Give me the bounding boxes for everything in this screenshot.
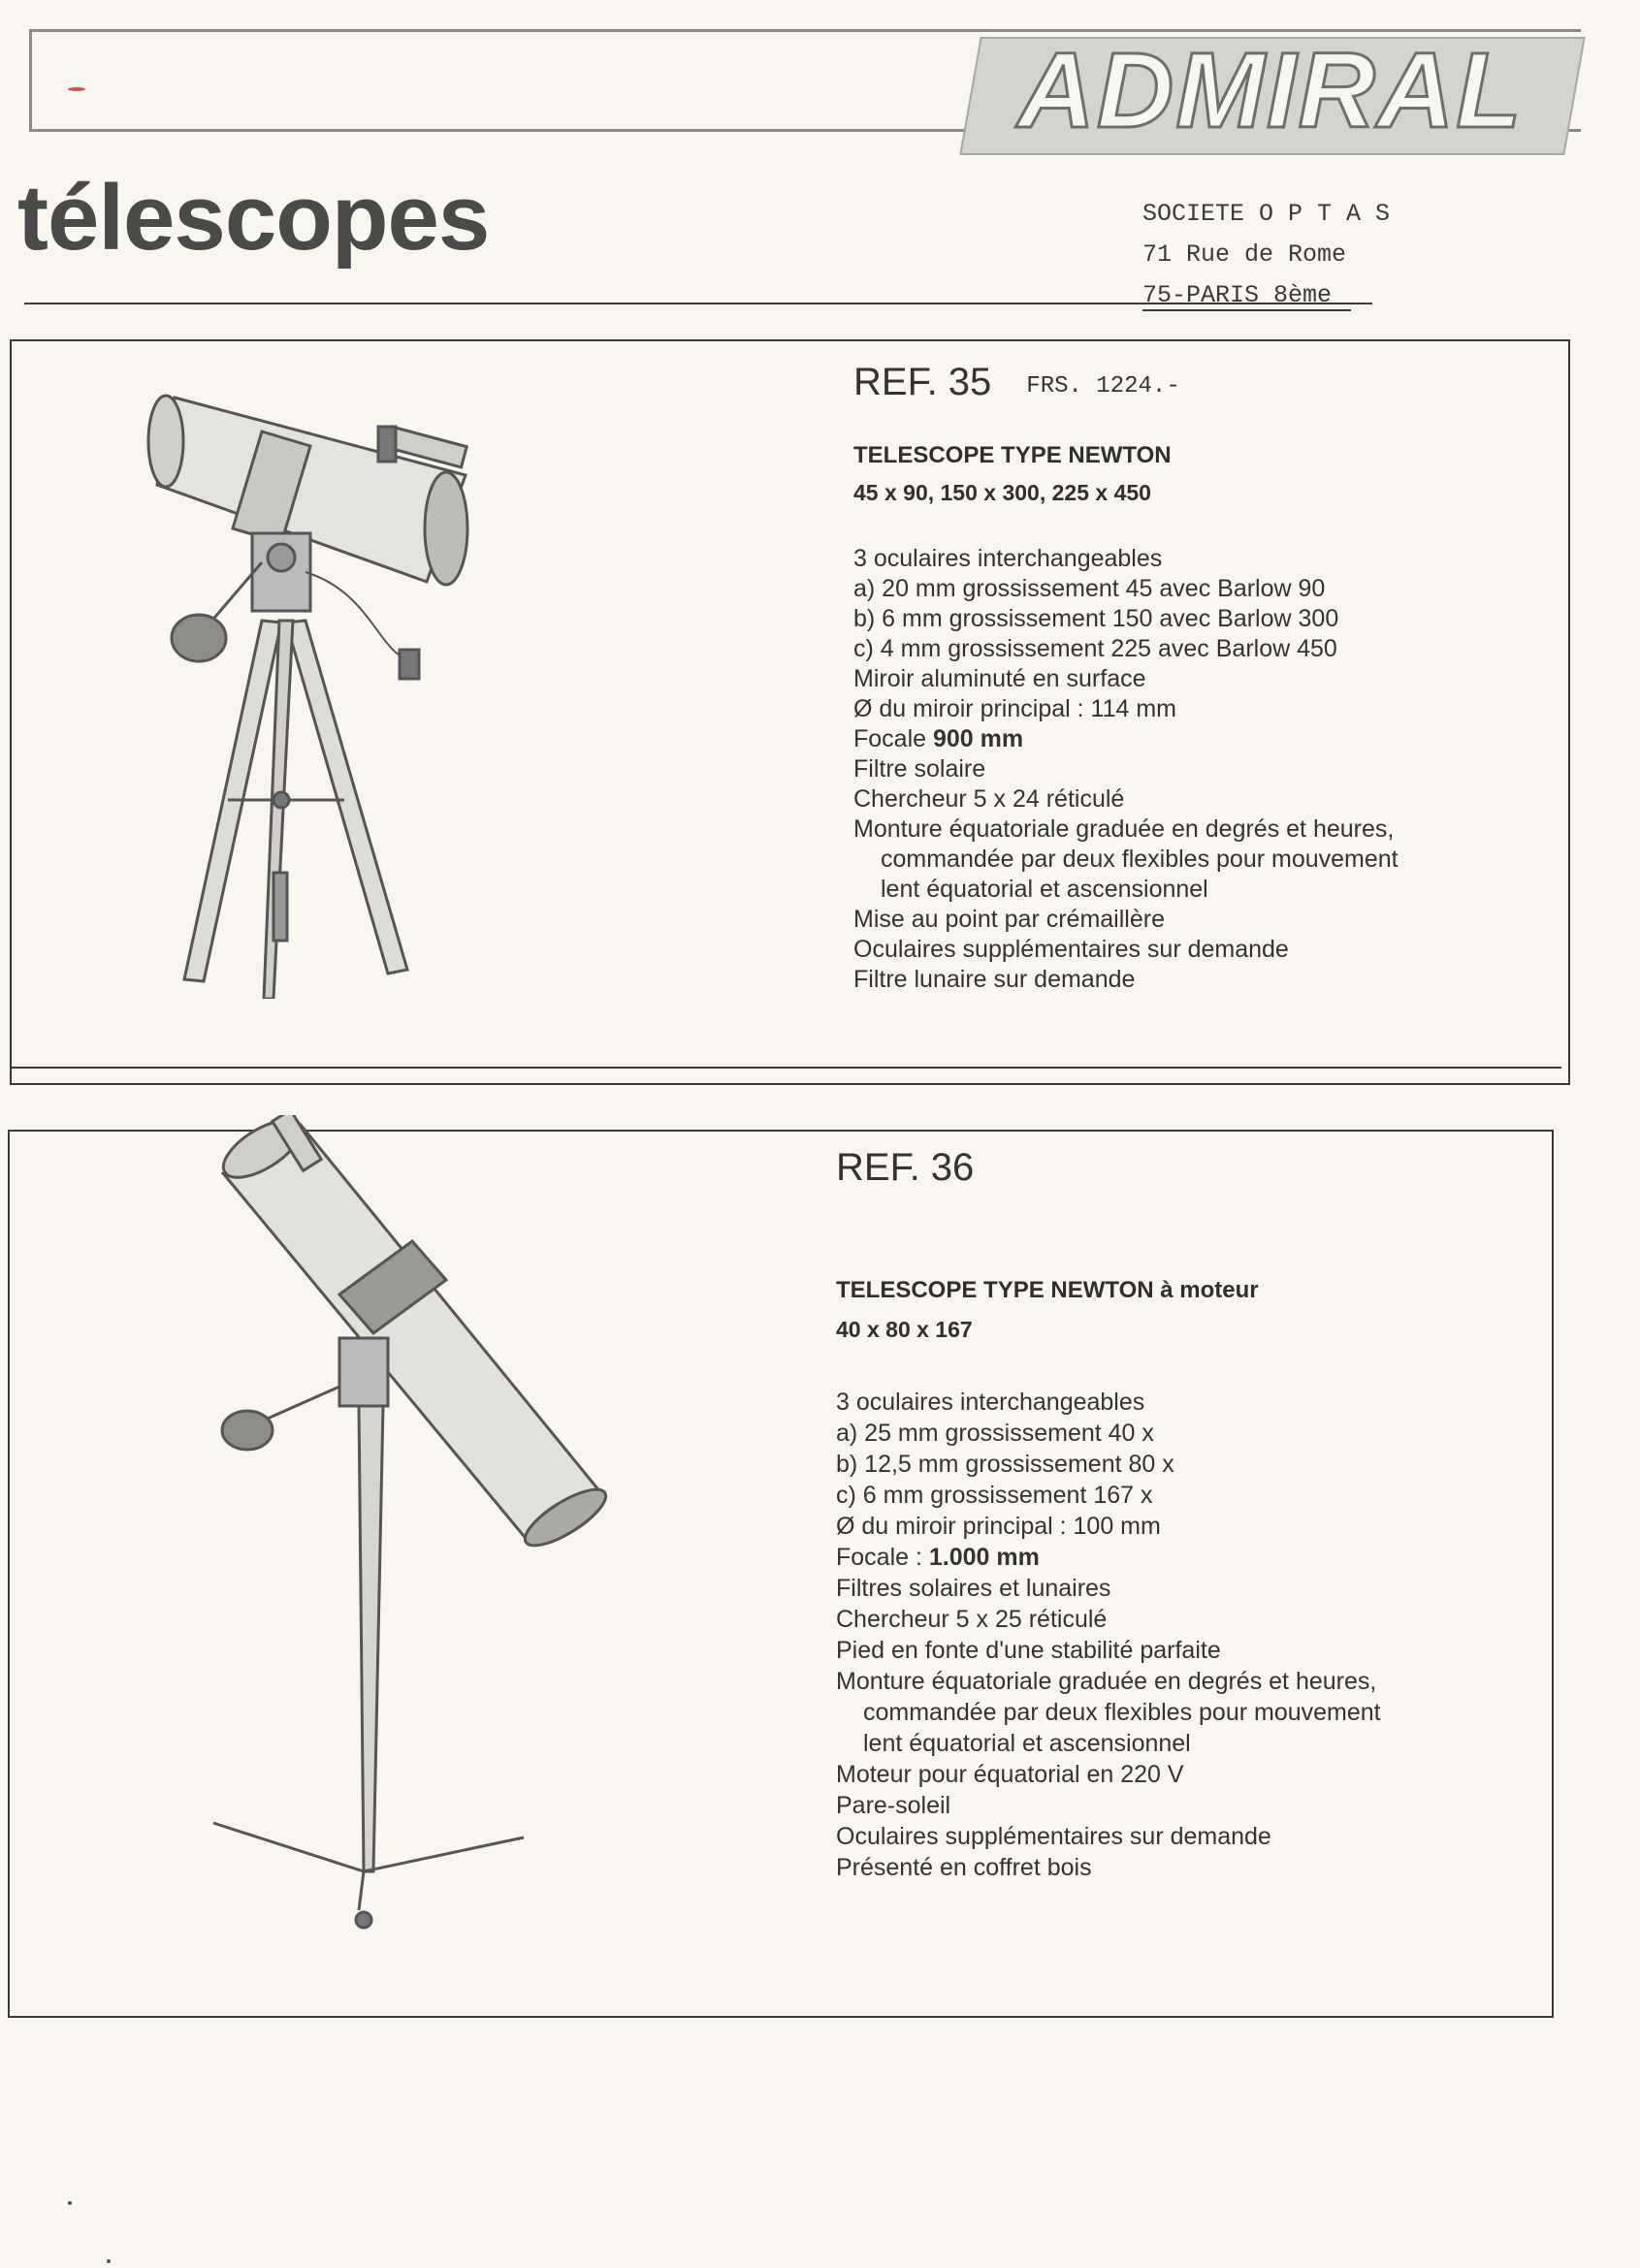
spec-line: Chercheur 5 x 25 réticulé [836,1606,1108,1633]
spec-line: Oculaires supplémentaires sur demande [853,936,1289,963]
magnifications: 40 x 80 x 167 [836,1317,973,1342]
spec-line: Ø du miroir principal : 114 mm [853,695,1176,722]
newton-telescope-pier-illustration [194,1115,640,1988]
spec-line: Focale 900 mm [853,725,1024,752]
box-bottom-rule [10,1067,1561,1069]
newton-telescope-tripod-illustration [145,359,650,999]
ref-number: REF. 36 [836,1146,975,1189]
city-address: 75-PARIS 8ème [1142,281,1351,311]
paper-mark [107,2259,111,2263]
spec-line: Moteur pour équatorial en 220 V [836,1761,1184,1788]
spec-line: Filtre solaire [853,755,986,783]
spec-line: Oculaires supplémentaires sur demande [836,1823,1271,1850]
spec-line: commandée par deux flexibles pour mouvement [863,1699,1381,1726]
spec-line: c) 4 mm grossissement 225 avec Barlow 450 [853,635,1337,662]
address-block [1142,194,1463,316]
page-title: télescopes [17,166,490,270]
spec-list [853,544,1532,995]
spec-line: b) 12,5 mm grossissement 80 x [836,1451,1174,1478]
paper-mark [68,87,85,91]
spec-line: Monture équatoriale graduée en degrés et heures, [853,815,1395,843]
ref36-specs [836,1142,1515,1883]
spec-line: Pare-soleil [836,1792,951,1819]
spec-line: Présenté en coffret bois [836,1854,1092,1881]
spec-line: Miroir aluminuté en surface [853,665,1146,692]
spec-line: Monture équatoriale graduée en degrés et heures, [836,1668,1377,1695]
company-name: SOCIETE O P T A S [1142,200,1391,228]
product-type: TELESCOPE TYPE NEWTON à moteur [836,1277,1259,1303]
brand-logo: ADMIRAL [1017,31,1524,150]
product-type: TELESCOPE TYPE NEWTON [853,442,1172,468]
ref-number: REF. 35 FRS. 1224.- [853,361,1180,403]
box-top-rule [24,303,1372,304]
spec-line: Pied en fonte d'une stabilité parfaite [836,1637,1221,1664]
spec-line: Chercheur 5 x 24 réticulé [853,785,1125,813]
spec-list [836,1387,1515,1883]
spec-line: lent équatorial et ascensionnel [881,876,1208,903]
spec-line: b) 6 mm grossissement 150 avec Barlow 300 [853,605,1339,632]
spec-line: lent équatorial et ascensionnel [863,1730,1191,1757]
spec-line: Mise au point par crémaillère [853,906,1165,933]
spec-line: a) 20 mm grossissement 45 avec Barlow 90 [853,575,1326,602]
ref35-specs [853,357,1532,995]
spec-line: 3 oculaires interchangeables [836,1389,1145,1416]
paper-mark [68,2201,72,2205]
header-left-rule [29,29,32,131]
spec-line: a) 25 mm grossissement 40 x [836,1420,1154,1447]
spec-line: commandée par deux flexibles pour mouvement [881,846,1399,873]
spec-line: c) 6 mm grossissement 167 x [836,1482,1153,1509]
magnifications: 45 x 90, 150 x 300, 225 x 450 [853,480,1151,505]
spec-line: Ø du miroir principal : 100 mm [836,1513,1161,1540]
price: FRS. 1224.- [1026,373,1180,399]
spec-line: 3 oculaires interchangeables [853,545,1163,572]
spec-line: Focale : 1.000 mm [836,1544,1040,1571]
spec-line: Filtres solaires et lunaires [836,1575,1111,1602]
street-address: 71 Rue de Rome [1142,240,1347,269]
spec-line: Filtre lunaire sur demande [853,966,1136,993]
